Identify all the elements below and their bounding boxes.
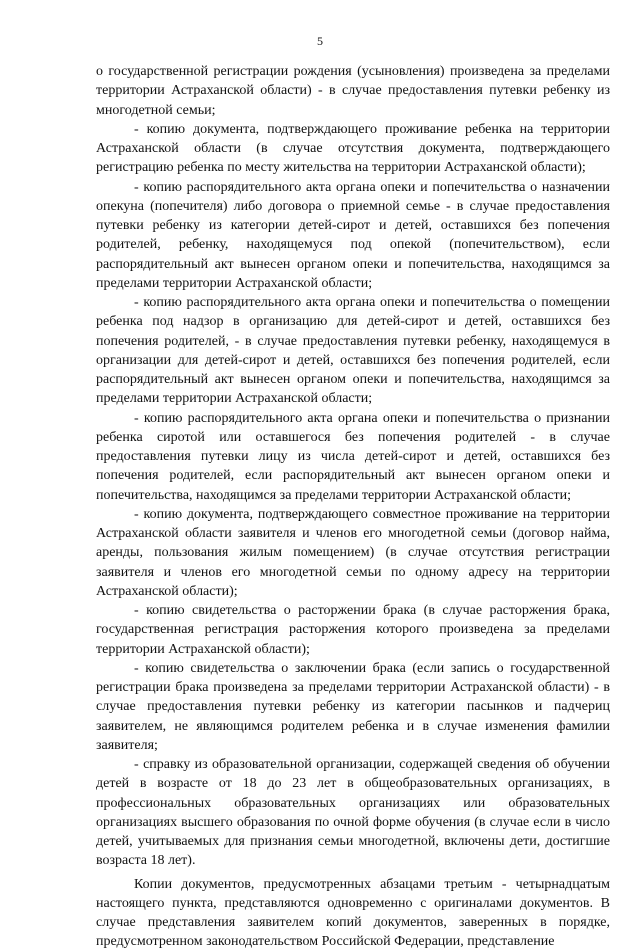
paragraph-cohabitation-document: - копию документа, подтверждающего совместное проживание на территории Астраханской области заявителя и членов его многодетной семьи (договор найма, аренды, пользования жилым помещением) (в случае отсутствия регистрации заявителя и членов его многодетной семьи по одному адресу на территории Астраханской области); [96, 506, 610, 599]
paragraph-marriage-certificate: - копию свидетельства о заключении брака (если запись о государственной регистрации брака произведена за пределами территории Астраханской области) - в случае предоставления путевки ребенку из категории пасынков и падчериц заявителем, не являющимся родителем ребенка и в случае изменения фамилии заявителя; [96, 660, 610, 753]
paragraph-orphan-organization: - копию распорядительного акта органа опеки и попечительства о помещении ребенка под надзор в организацию для детей-сирот и детей, оставшихся без попечения родителей, - в случае предоставления путевки ребенку, находящемуся в организации для детей-сирот и детей, оставшихся без попечения родителей, если распорядительный акт вынесен органом опеки и попечительства, находящимся за пределами территории Астраханской области; [96, 295, 610, 407]
paragraph-divorce-certificate: - копию свидетельства о расторжении брака (в случае расторжения брака, государственная регистрация расторжения которого произведена за пределами территории Астраханской области); [96, 603, 610, 657]
page-number: 5 [317, 34, 323, 48]
document-body [96, 62, 610, 952]
paragraph-residence-document: - копию документа, подтверждающего проживание ребенка на территории Астраханской области (в случае отсутствия документа, подтверждающего регистрацию ребенка по месту жительства на территории Астраханской области); [96, 121, 610, 176]
paragraph-guardian-appointment: - копию распорядительного акта органа опеки и попечительства о назначении опекуна (попечителя) либо договора о приемной семье - в случае предоставления путевки ребенку из категории детей-сирот и детей, оставшихся без попечения родителей, ребенку, находящемуся под опекой (попечительством), если распорядительный акт вынесен органом опеки и попечительства, находящимся за пределами территории Астраханской области; [96, 179, 610, 291]
paragraph-continuation: о государственной регистрации рождения (усыновления) произведена за пределами территории Астраханской области) - в случае предоставления путевки ребенку из многодетной семьи; [96, 64, 610, 118]
paragraph-education-certificate: - справку из образовательной организации, содержащей сведения об обучении детей в возрасте от 18 до 23 лет в общеобразовательных организациях, в профессиональных образовательных организациях или образовательных организациях высшего образования по очной форме обучения (в случае если в число детей, учитываемых для признания семьи многодетной, включены дети, достигшие возраста 18 лет). [96, 757, 610, 869]
paragraph-document-copies: Копии документов, предусмотренных абзацами третьим - четырнадцатым настоящего пункта, представляются одновременно с оригиналами документов. В случае представления заявителем копий документов, заверенных в порядке, предусмотренном законодательством Российской Федерации, представление [96, 876, 610, 950]
paragraph-orphan-status: - копию распорядительного акта органа опеки и попечительства о признании ребенка сиротой или оставшегося без попечения родителей - в случае предоставления путевки лицу из числа детей-сирот и детей, оставшихся без попечения родителей, если распорядительный акт вынесен органом опеки и попечительства, находящимся за пределами территории Астраханской области; [96, 410, 610, 503]
